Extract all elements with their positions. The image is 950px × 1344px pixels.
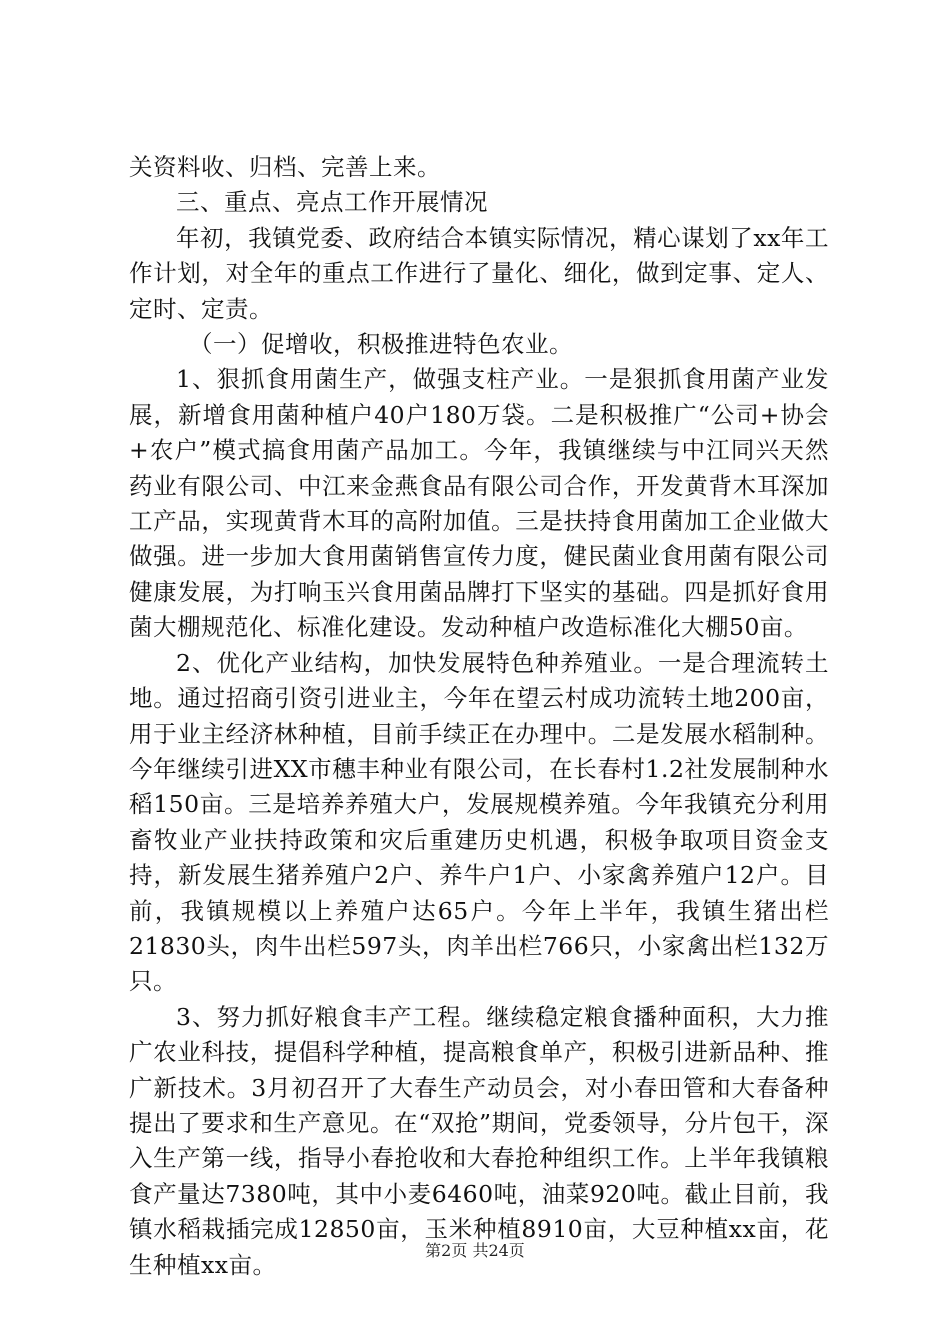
page-footer bbox=[0, 1238, 950, 1261]
paragraph: 3、努力抓好粮食丰产工程。继续稳定粮食播种面积，大力推广农业科技，提倡科学种植，提高粮食单产，积极引进新品种、推广新技术。3月初召开了大春生产动员会，对小春田管和大春备种提出了要求和生产意见。在“双抢”期间，党委领导，分片包干，深入生产第一线，指导小春抢收和大春抢种组织工作。上半年我镇粮食产量达7380吨，其中小麦6460吨，油菜920吨。截止目前，我镇水稻栽插完成12850亩，玉米种植8910亩，大豆种植xx亩，花生种植xx亩。 bbox=[129, 1002, 829, 1279]
page-number: 第2页 共24页 bbox=[425, 1241, 525, 1260]
paragraph: 2、优化产业结构，加快发展特色种养殖业。一是合理流转土地。通过招商引资引进业主，今年在望云村成功流转土地200亩，用于业主经济林种植，目前手续正在办理中。二是发展水稻制种。今年继续引进XX市穗丰种业有限公司，在长春村1.2社发展制种水稻150亩。三是培养养殖大户，发展规模养殖。今年我镇充分利用畜牧业产业扶持政策和灾后重建历史机遇，积极争取项目资金支持，新发展生猪养殖户2户、养牛户1户、小家禽养殖户12户。目前，我镇规模以上养殖户达65户。今年上半年，我镇生猪出栏21830头，肉牛出栏597头，肉羊出栏766只，小家禽出栏132万只。 bbox=[129, 648, 829, 996]
paragraph: 关资料收、归档、完善上来。 bbox=[129, 153, 441, 181]
paragraph: 年初，我镇党委、政府结合本镇实际情况，精心谋划了xx年工作计划，对全年的重点工作进行了量化、细化，做到定事、定人、定时、定责。 bbox=[129, 223, 829, 323]
subsection-heading: （一）促增收，积极推进特色农业。 bbox=[189, 330, 573, 359]
paragraph: 1、狠抓食用菌生产，做强支柱产业。一是狠抓食用菌产业发展，新增食用菌种植户40户180万袋。二是积极推广“公司+协会+农户”模式搞食用菌产品加工。今年，我镇继续与中江同兴天然药业有限公司、中江来金燕食品有限公司合作，开发黄背木耳深加工产品，实现黄背木耳的高附加值。三是扶持食用菌加工企业做大做强。进一步加大食用菌销售宣传力度，健民菌业食用菌有限公司健康发展，为打响玉兴食用菌品牌打下坚实的基础。四是抓好食用菌大棚规范化、标准化建设。发动种植户改造标准化大棚50亩。 bbox=[129, 365, 829, 642]
section-heading: 三、重点、亮点工作开展情况 bbox=[176, 188, 488, 217]
document-body bbox=[129, 150, 829, 1283]
